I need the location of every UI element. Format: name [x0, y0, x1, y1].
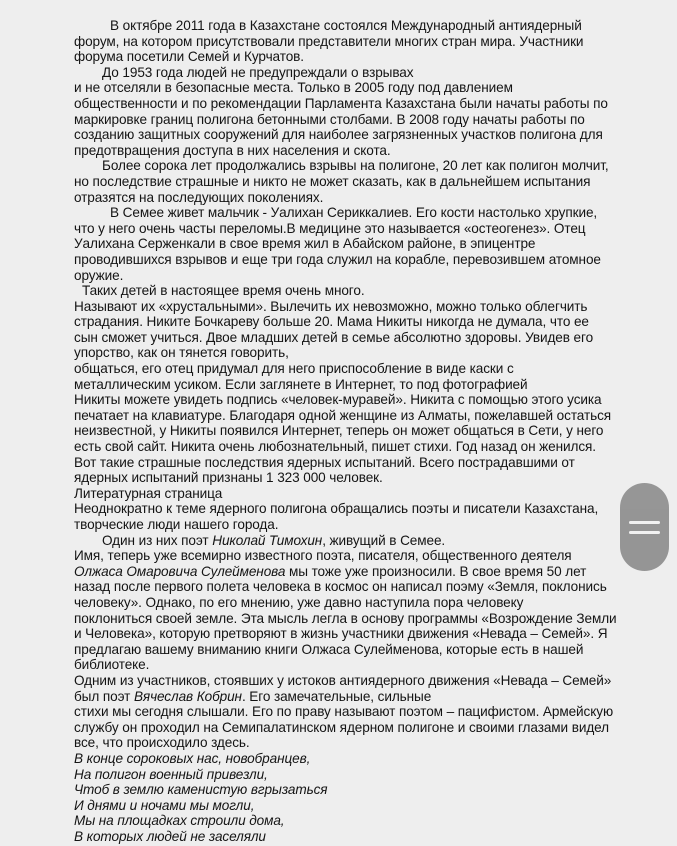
- text-line: общаться, его отец придумал для него приспособление в виде каски с: [74, 361, 514, 377]
- text-line: В которых людей не заселяли: [74, 828, 266, 844]
- text-line: форума посетили Семей и Курчатов.: [74, 49, 304, 65]
- text-line: [0, 564, 677, 580]
- italic-name: Николай Тимохин: [212, 532, 323, 548]
- text-span: Один из них поэт: [102, 532, 213, 548]
- text-line: Мы на площадках строили дома,: [74, 813, 285, 829]
- text-line: страдания. Никите Бочкареву больше 20. Мама Никиты никогда не думала, что ее: [74, 314, 589, 330]
- text-line: проводившихся взрывов и еще три года служил на корабле, перевозившем атомное: [74, 251, 601, 267]
- text-line: Чтоб в землю каменистую вгрызаться: [74, 782, 328, 798]
- text-line: поклониться своей земле. Эта мысль легла в основу программы «Возрождение Земли: [74, 610, 617, 626]
- text-span: мы тоже уже произносили. В свое время 50 лет: [285, 563, 587, 579]
- text-line: библиотеке.: [74, 657, 150, 673]
- italic-name: Вячеслав Кобрин: [133, 688, 242, 704]
- text-span: . Его замечательные, сильные: [241, 688, 432, 704]
- text-line: Более сорока лет продолжались взрывы на полигоне, 20 лет как полигон молчит,: [102, 158, 609, 174]
- text-line: есть свой сайт. Никита очень любознательный, пишет стихи. Год назад он женился.: [74, 439, 596, 455]
- text-line: оружие.: [74, 267, 124, 283]
- text-line: На полигон военный привезли,: [74, 766, 268, 782]
- text-line: упорство, как он тянется говорить,: [74, 345, 289, 361]
- scroll-handle[interactable]: [620, 483, 669, 571]
- menu-lines-icon: [629, 521, 660, 524]
- text-line: Неоднократно к теме ядерного полигона обращались поэты и писатели Казахстана,: [74, 501, 599, 517]
- italic-name: Олжаса Омаровича Сулейменова: [74, 563, 286, 579]
- text-line: В Семее живет мальчик - Уалихан Сериккалиев. Его кости настолько хрупкие,: [110, 205, 598, 221]
- text-line: человеку». Однако, по его мнению, уже давно наступила пора человеку: [74, 594, 524, 610]
- menu-lines-icon-bar: [629, 531, 660, 534]
- text-line: общественности и по рекомендации Парламента Казахстана были начаты работы по: [74, 95, 608, 111]
- text-line: предлагаю вашему вниманию книги Олжаса Сулейменова, которые есть в нашей: [74, 641, 584, 657]
- text-line: печатает на клавиатуре. Благодаря одной женщине из Алматы, пожелавшей остаться: [74, 407, 612, 423]
- text-line: маркировке границ полигона бетонными столбами. В 2008 году начаты работы по: [74, 111, 585, 127]
- text-line: [0, 689, 677, 705]
- text-line: назад после первого полета человека в космос он написал поэму «Земля, поклонись: [74, 579, 607, 595]
- text-line: предотвращения доступа в них населения и скота.: [74, 142, 391, 158]
- text-line: неизвестной, у Никиты появился Интернет, теперь он может общаться в Сети, у него: [74, 423, 604, 439]
- text-line: И днями и ночами мы могли,: [74, 797, 255, 813]
- text-line: Называют их «хрустальными». Вылечить их невозможно, можно только облегчить: [74, 298, 588, 314]
- text-span: был поэт: [74, 688, 134, 704]
- text-line: Имя, теперь уже всемирно известного поэта, писателя, общественного деятеля: [74, 548, 572, 564]
- text-line: Уалихана Серженкали в свое время жил в Абайском районе, в эпицентре: [74, 236, 536, 252]
- text-line: все, что происходило здесь.: [74, 735, 250, 751]
- text-line: созданию защитных сооружений для наиболее загрязненных участков полигона для: [74, 127, 603, 143]
- text-line: Никиты можете увидеть подпись «человек-муравей». Никита с помощью этого усика: [74, 392, 602, 408]
- text-line: и не отселяли в безопасные места. Только в 2005 году под давлением: [74, 80, 513, 96]
- text-line: [0, 533, 677, 549]
- text-line: ядерных испытаний признаны 1 323 000 человек.: [74, 470, 383, 486]
- text-line: Литературная страница: [74, 485, 223, 501]
- text-line: стихи мы сегодня слышали. Его по праву называют поэтом – пацифистом. Армейскую: [74, 704, 614, 720]
- text-line: службу он проходил на Семипалатинском ядерном полигоне и своими глазами видел: [74, 719, 609, 735]
- text-line: Одним из участников, стоявших у истоков антиядерного движения «Невада – Семей»: [74, 672, 612, 688]
- text-line: творческие люди нашего города.: [74, 517, 279, 532]
- text-span: , живущий в Семее.: [322, 532, 446, 548]
- text-line: отразятся на последующих поколениях.: [74, 189, 324, 205]
- text-line: Таких детей в настоящее время очень много.: [82, 283, 365, 299]
- text-line: Вот такие страшные последствия ядерных испытаний. Всего пострадавшими от: [74, 454, 575, 470]
- text-line: что у него очень часты переломы.В медицине это называется «остеогенез». Отец: [74, 220, 586, 236]
- text-line: В октябре 2011 года в Казахстане состоялся Международный антиядерный: [110, 18, 582, 33]
- text-line: металлическим усиком. Если заглянете в Интернет, то под фотографией: [74, 376, 528, 392]
- text-line: но последствие страшные и никто не может сказать, как в дальнейшем испытания: [74, 173, 591, 189]
- text-line: и Человека», которую претворяют в жизнь участники движения «Невада – Семей». Я: [74, 626, 608, 642]
- text-line: сын сможет учиться. Двое младших детей в семье абсолютно здоровы. Увидев его: [74, 329, 594, 345]
- text-line: форум, на котором присутствовали представители многих стран мира. Участники: [74, 33, 584, 49]
- text-line: В конце сороковых нас, новобранцев,: [74, 750, 311, 766]
- text-line: До 1953 года людей не предупреждали о взрывах: [102, 64, 414, 80]
